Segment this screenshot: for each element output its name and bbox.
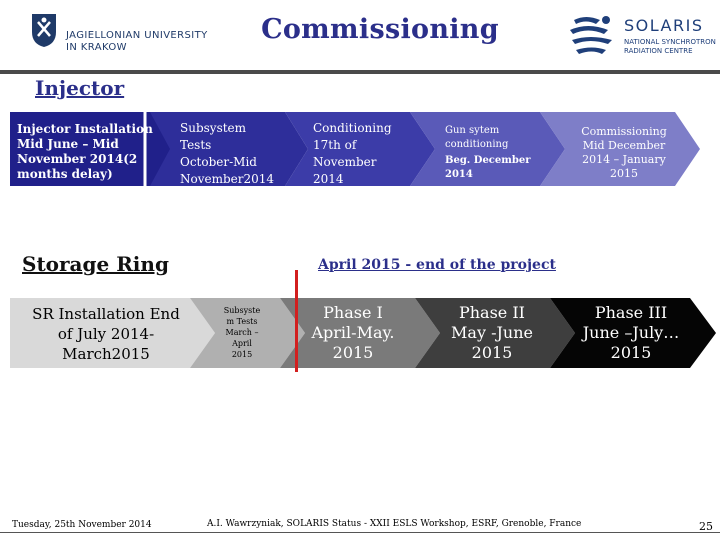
sr-step-4-line-1: Phase II bbox=[458, 303, 525, 322]
injector-step-5-line-2: Mid December bbox=[582, 139, 666, 152]
sr-step-5-line-1: Phase III bbox=[594, 303, 668, 322]
sr-step-1-line-2: of July 2014- bbox=[57, 325, 155, 343]
header-divider bbox=[0, 70, 720, 74]
injector-step-4-line-1: Gun sytem bbox=[445, 125, 500, 136]
injector-step-installation bbox=[17, 122, 153, 182]
slide-title: Commissioning bbox=[261, 14, 499, 45]
sr-step-2-line-1: Subsyste bbox=[223, 306, 261, 315]
injector-step-4-line-4: 2014 bbox=[445, 169, 473, 180]
injector-step-5-line-3: 2014 – January bbox=[582, 153, 666, 166]
injector-step-3-line-4: 2014 bbox=[313, 172, 344, 186]
injector-step-1-line-1: Injector Installation bbox=[17, 122, 153, 136]
sr-step-phase-1 bbox=[298, 303, 408, 363]
page-number: 25 bbox=[699, 520, 713, 533]
injector-step-4-line-3: Beg. December bbox=[445, 155, 531, 166]
injector-step-conditioning bbox=[313, 120, 392, 188]
sr-step-subsystem-tests bbox=[212, 305, 272, 360]
sr-step-1-line-3: March2015 bbox=[62, 345, 150, 363]
footer-date: Tuesday, 25th November 2014 bbox=[12, 520, 152, 530]
injector-step-1-line-3: November 2014(2 bbox=[17, 152, 138, 166]
injector-step-2-line-2: Tests bbox=[180, 138, 212, 152]
sr-step-1-line-1: SR Installation End bbox=[32, 305, 180, 323]
sr-step-2-line-2: m Tests bbox=[226, 317, 258, 326]
sr-step-2-line-5: 2015 bbox=[231, 350, 253, 359]
solaris-logo bbox=[566, 10, 716, 66]
sr-step-2-line-4: April bbox=[232, 339, 252, 348]
sr-step-installation bbox=[16, 304, 196, 364]
injector-step-commissioning bbox=[574, 125, 674, 181]
solaris-subtitle-line2: RADIATION CENTRE bbox=[624, 47, 693, 55]
injector-step-4-line-2: conditioning bbox=[445, 139, 509, 150]
injector-step-3-line-3: November bbox=[313, 155, 377, 169]
injector-step-1-line-4: months delay) bbox=[17, 167, 113, 181]
sr-step-phase-3 bbox=[572, 303, 690, 363]
footer-credit: A.I. Wawrzyniak, SOLARIS Status - XXII ESLS Workshop, ESRF, Grenoble, France bbox=[207, 519, 582, 529]
sr-step-3-line-3: 2015 bbox=[332, 343, 374, 362]
university-name-line2: IN KRAKOW bbox=[66, 42, 127, 53]
storage-ring-heading: Storage Ring bbox=[22, 252, 169, 276]
injector-step-2-line-1: Subsystem bbox=[180, 121, 247, 135]
sr-step-4-line-2: May -June bbox=[451, 323, 533, 342]
sr-step-phase-2 bbox=[437, 303, 547, 363]
milestone-label: April 2015 - end of the project bbox=[318, 257, 556, 273]
sr-step-5-line-3: 2015 bbox=[610, 343, 652, 362]
injector-step-subsystem-tests bbox=[180, 120, 274, 188]
solaris-subtitle bbox=[624, 38, 716, 56]
injector-step-1-line-2: Mid June – Mid bbox=[17, 137, 119, 151]
injector-step-2-line-4: November2014 bbox=[180, 172, 275, 186]
injector-step-gun-conditioning bbox=[445, 124, 530, 182]
injector-step-5-line-4: 2015 bbox=[610, 167, 638, 180]
injector-step-3-line-1: Conditioning bbox=[313, 121, 392, 135]
university-name-line1: JAGIELLONIAN UNIVERSITY bbox=[66, 30, 208, 41]
injector-step-3-line-2: 17th of bbox=[313, 138, 357, 152]
injector-heading: Injector bbox=[35, 76, 125, 100]
solaris-name: SOLARIS bbox=[624, 16, 704, 35]
footer-divider bbox=[0, 532, 720, 533]
sr-step-4-line-3: 2015 bbox=[471, 343, 513, 362]
sr-step-3-line-1: Phase I bbox=[323, 303, 383, 322]
sr-step-3-line-2: April-May. bbox=[311, 323, 395, 342]
sr-step-5-line-2: June –July… bbox=[582, 323, 680, 342]
injector-step-5-line-1: Commissioning bbox=[581, 125, 667, 138]
solaris-subtitle-line1: NATIONAL SYNCHROTRON bbox=[624, 38, 716, 46]
injector-step-2-line-3: October-Mid bbox=[180, 155, 257, 169]
solaris-swirl-icon bbox=[566, 12, 618, 60]
sr-step-2-line-3: March – bbox=[225, 328, 259, 337]
